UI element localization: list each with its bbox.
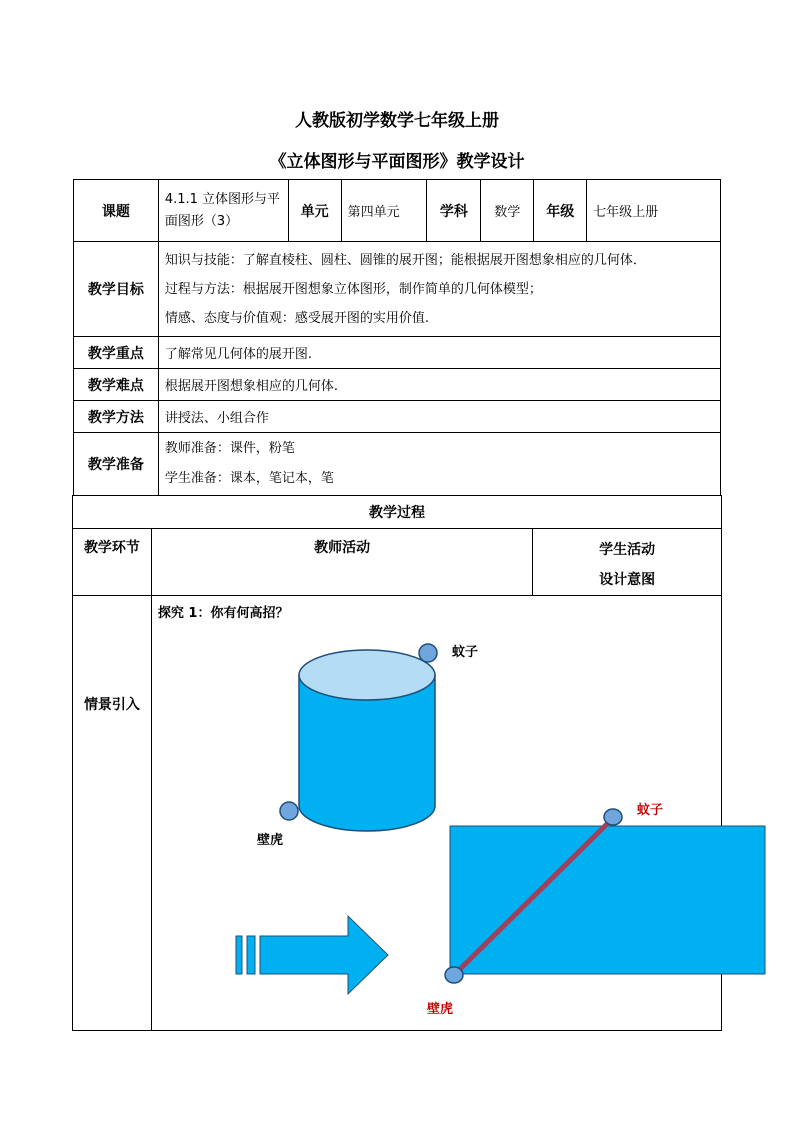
- document-subtitle: 《立体图形与平面图形》教学设计: [269, 152, 525, 172]
- mosquito-label: 蚊子: [451, 645, 478, 660]
- mosquito-dot: [419, 644, 437, 662]
- grade-label: 年级: [534, 180, 587, 242]
- document-title: 人教版初学数学七年级上册: [295, 111, 499, 131]
- goals-content: [158, 242, 720, 337]
- topic-row: [74, 180, 721, 242]
- prep-row: [74, 433, 721, 496]
- goal-knowledge: 知识与技能：了解直棱柱、圆柱、圆锥的展开图；能根据展开图想象相应的几何体．: [164, 252, 646, 268]
- mosquito-dot-unfolded: [604, 809, 622, 825]
- topic-value-line2: 面图形（3）: [164, 213, 239, 229]
- process-title-row: [73, 496, 722, 529]
- mosquito-label-red: 蚊子: [636, 803, 663, 818]
- arrow-stripe-2: [247, 936, 255, 974]
- prep-teacher: 教师准备：课件，粉笔: [164, 441, 295, 456]
- key-point-value: 了解常见几何体的展开图.: [158, 337, 720, 369]
- prep-label: 教学准备: [74, 433, 159, 496]
- unit-value: 第四单元: [341, 180, 427, 242]
- goals-label: 教学目标: [74, 242, 159, 337]
- col-stage: 教学环节: [73, 529, 152, 596]
- gecko-label-red: 壁虎: [426, 1002, 453, 1017]
- scene-content: [151, 596, 721, 1031]
- prep-student: 学生准备：课本，笔记本，笔: [164, 471, 334, 486]
- unit-label: 单元: [288, 180, 341, 242]
- explore-heading: 探究 1：你有何高招？: [157, 606, 289, 621]
- process-title: 教学过程: [73, 496, 722, 529]
- lesson-info-table: [73, 179, 721, 496]
- method-row: [74, 401, 721, 433]
- teaching-process-table: [72, 495, 722, 1031]
- arrow-stripe-1: [236, 936, 242, 974]
- scene-row: [73, 596, 722, 1031]
- gecko-label: 壁虎: [256, 833, 283, 848]
- key-point-label: 教学重点: [74, 337, 159, 369]
- method-value: 讲授法、小组合作: [158, 401, 720, 433]
- subject-label: 学科: [427, 180, 481, 242]
- subject-value: 数学: [481, 180, 534, 242]
- method-label: 教学方法: [74, 401, 159, 433]
- difficulty-label: 教学难点: [74, 369, 159, 401]
- col-teacher: 教师活动: [151, 529, 532, 596]
- col-design-intent: 设计意图: [599, 572, 656, 588]
- goal-process: 过程与方法：根据展开图想象立体图形，制作简单的几何体模型；: [164, 281, 542, 297]
- col-student-activity: 学生活动: [599, 542, 656, 558]
- grade-value: 七年级上册: [587, 180, 721, 242]
- difficulty-row: [74, 369, 721, 401]
- col-student: [533, 529, 722, 596]
- scene-stage-label: 情景引入: [73, 596, 152, 1031]
- cylinder-unfolding-figure: [152, 596, 794, 1030]
- prep-content: [158, 433, 720, 496]
- topic-value: [158, 180, 288, 242]
- goals-row: [74, 242, 721, 337]
- arrow-icon: [260, 916, 388, 994]
- difficulty-value: 根据展开图想象相应的几何体.: [158, 369, 720, 401]
- key-point-row: [74, 337, 721, 369]
- gecko-dot-unfolded: [445, 967, 463, 983]
- topic-label: 课题: [74, 180, 159, 242]
- unfolded-rectangle: [450, 826, 765, 974]
- cylinder-top: [299, 650, 435, 700]
- process-header-row: [73, 529, 722, 596]
- topic-value-line1: 4.1.1 立体图形与平: [164, 191, 281, 207]
- gecko-dot: [280, 802, 298, 820]
- goal-attitude: 情感、态度与价值观：感受展开图的实用价值.: [164, 310, 429, 326]
